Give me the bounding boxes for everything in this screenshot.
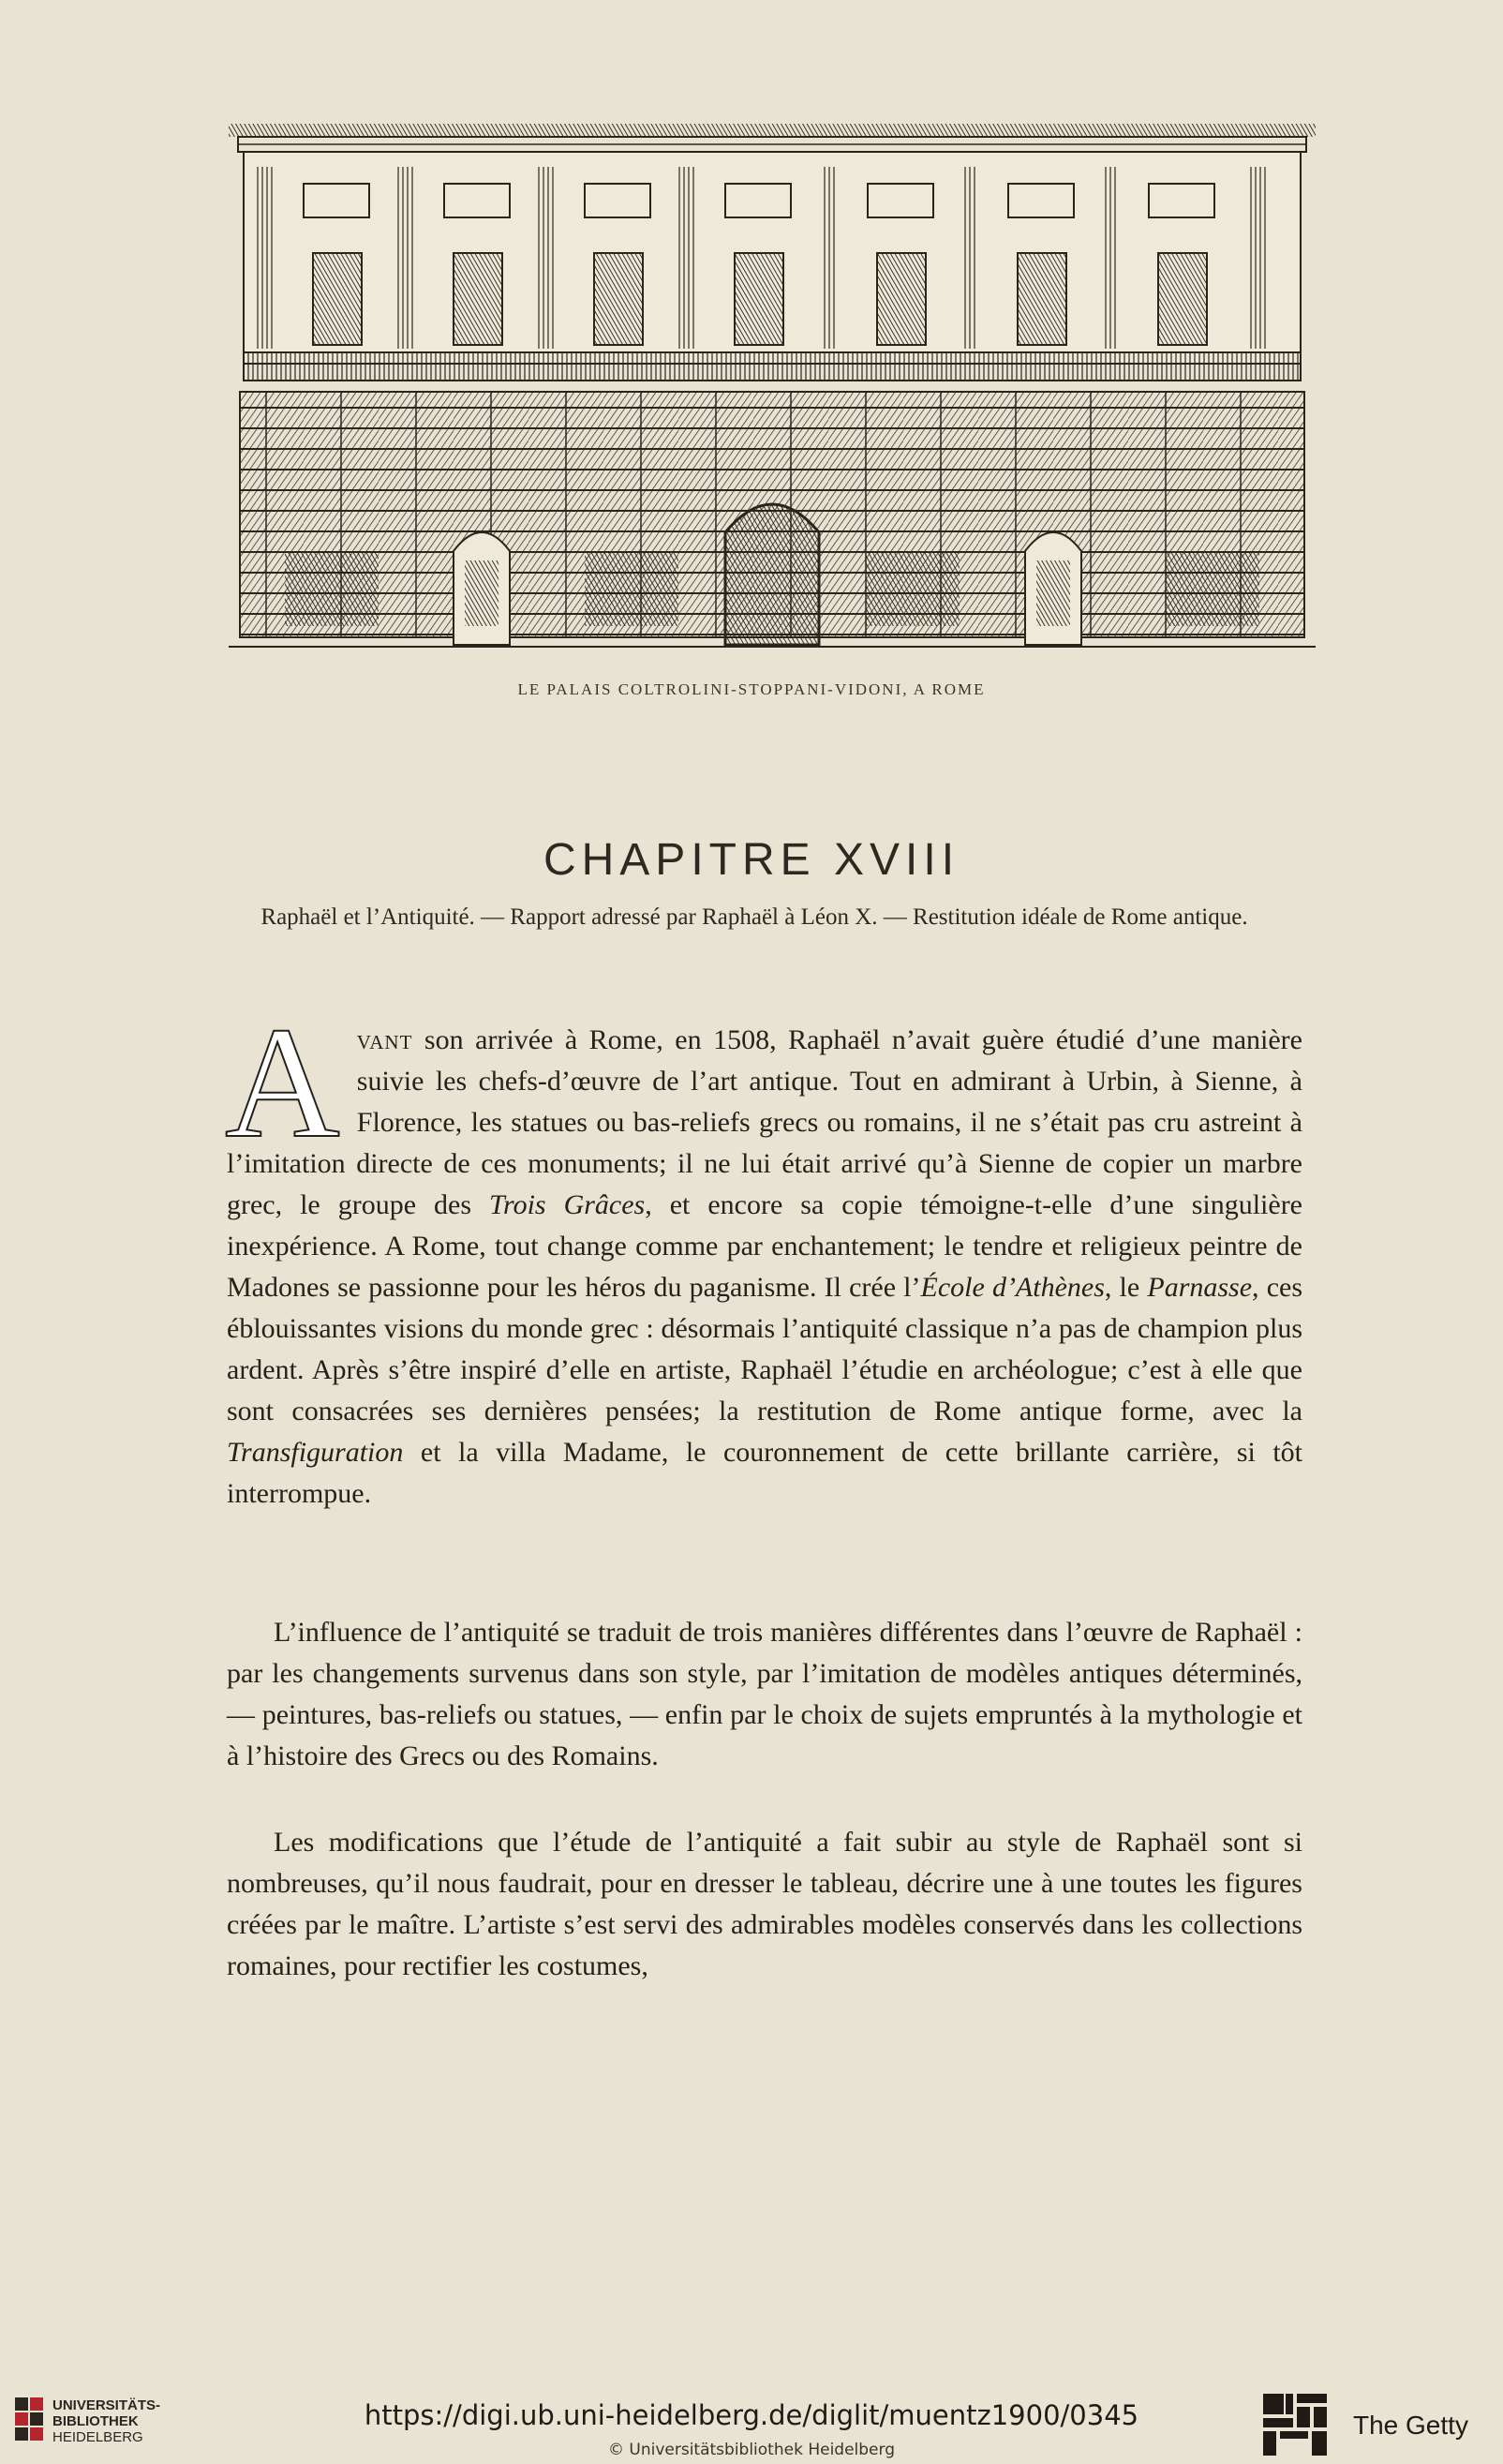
paragraph-1-text-b: , et encore sa copie témoigne-t-elle d’une singulière inexpérience. A Rome, tout change comme par enchantement; le tendre et religieux peintre de Madones se passionne pour les héros du paganisme. Il crée l’ (227, 1189, 1302, 1303)
getty-name: The Getty (1353, 2411, 1468, 2440)
library-line-1: UNIVERSITÄTS- (52, 2397, 161, 2413)
chapter-summary: Raphaël et l’Antiquité. — Rapport adressé par Raphaël à Léon X. — Restitution idéale de Rome antique. (260, 904, 1248, 930)
title-trois-graces: Trois Grâces (489, 1189, 646, 1220)
paragraph-2-text: L’influence de l’antiquité se traduit de trois manières différentes dans l’œuvre de Raphaël : par les changements survenus dans son style, par l’imitation de modèles antiques déterminés, — peintures, bas-reliefs ou statues, — enfin par le choix de sujets empruntés à la mythologie et à l’histoire des Grecs ou des Romains. (227, 1617, 1302, 1771)
paragraph-2 (227, 1612, 1302, 1777)
title-parnasse: Parnasse (1147, 1272, 1253, 1303)
getty-logo-icon (1261, 2392, 1329, 2457)
library-line-3: HEIDELBERG (52, 2429, 143, 2445)
paragraph-1-text-c: , le (1104, 1272, 1148, 1303)
paragraph-1-text-a: son arrivée à Rome, en 1508, Raphaël n’avait guère étudié d’une manière suivie les chefs-d’œuvre de l’art antique. Tout en admirant à Urbin, à Sienne, à Florence, les statues ou bas-reliefs grecs ou romains, il ne s’était pas cru astreint à l’imitation directe de ces monuments; il ne lui était arrivé qu’à Sienne de copier un marbre grec, le groupe des (227, 1024, 1302, 1220)
palace-engraving (229, 120, 1316, 656)
paragraph-1-text-e: et la villa Madame, le couronnement de cette brillante carrière, si tôt interrompue. (227, 1437, 1302, 1509)
document-url-link[interactable]: https://digi.ub.uni-heidelberg.de/diglit/muentz1900/0345 (364, 2399, 1139, 2431)
title-transfiguration: Transfiguration (227, 1437, 404, 1468)
figure-caption: LE PALAIS COLTROLINI-STOPPANI-VIDONI, A ROME (517, 680, 986, 698)
paragraph-1 (225, 994, 1303, 1515)
title-ecole-athenes: École d’Athènes (920, 1272, 1105, 1303)
copyright-notice: © Universitätsbibliothek Heidelberg (607, 2441, 895, 2459)
opening-small-caps: vant (356, 1024, 413, 1055)
paragraph-3-text: Les modifications que l’étude de l’antiquité a fait subir au style de Raphaël sont si nombreuses, qu’il nous faudrait, pour en dresser le tableau, décrire une à une toutes les figures créées par le maître. L’artiste s’est servi des admirables modèles conservés dans les collections romaines, pour rectifier les costumes, (227, 1827, 1302, 1981)
footer-bar (0, 2388, 1503, 2464)
paragraph-1-text-d: , ces éblouissantes visions du monde grec : désormais l’antiquité classique n’a pas de champion plus ardent. Après s’être inspiré d’elle en artiste, Raphaël l’étudie en archéologue; c’est à elle que sont consacrées ses dernières pensées; la restitution de Rome antique forme, avec la (227, 1272, 1303, 1426)
library-line-2: BIBLIOTHEK (52, 2413, 139, 2429)
chapter-title: CHAPITRE XVIII (543, 835, 960, 886)
drop-cap: A (225, 994, 340, 1171)
paragraph-3 (227, 1822, 1302, 1987)
